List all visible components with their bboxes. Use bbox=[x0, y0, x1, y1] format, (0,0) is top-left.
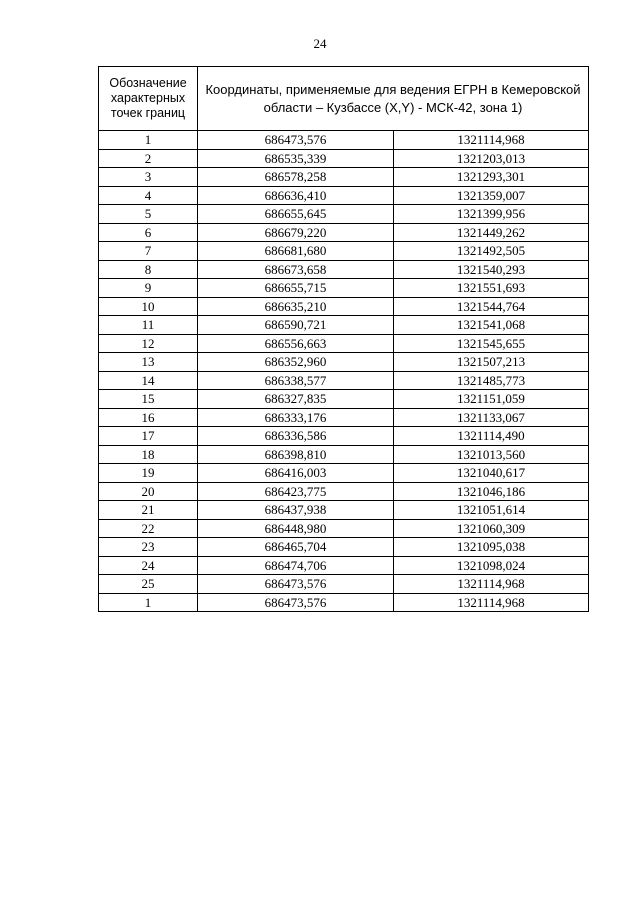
cell-point-number: 16 bbox=[99, 408, 198, 427]
cell-y-coordinate: 1321541,068 bbox=[394, 316, 589, 335]
page-number: 24 bbox=[313, 36, 327, 51]
cell-x-coordinate: 686423,775 bbox=[198, 482, 394, 501]
table-row bbox=[99, 371, 589, 390]
cell-y-coordinate: 1321095,038 bbox=[394, 538, 589, 557]
cell-x-coordinate: 686578,258 bbox=[198, 168, 394, 187]
cell-point-number: 5 bbox=[99, 205, 198, 224]
cell-point-number: 21 bbox=[99, 501, 198, 520]
cell-y-coordinate: 1321359,007 bbox=[394, 186, 589, 205]
table-row bbox=[99, 464, 589, 483]
cell-x-coordinate: 686352,960 bbox=[198, 353, 394, 372]
table-row bbox=[99, 168, 589, 187]
cell-point-number: 2 bbox=[99, 149, 198, 168]
cell-x-coordinate: 686655,715 bbox=[198, 279, 394, 298]
cell-y-coordinate: 1321114,968 bbox=[394, 575, 589, 594]
cell-point-number: 15 bbox=[99, 390, 198, 409]
cell-y-coordinate: 1321151,059 bbox=[394, 390, 589, 409]
cell-point-number: 24 bbox=[99, 556, 198, 575]
cell-point-number: 18 bbox=[99, 445, 198, 464]
cell-point-number: 11 bbox=[99, 316, 198, 335]
cell-x-coordinate: 686465,704 bbox=[198, 538, 394, 557]
cell-x-coordinate: 686474,706 bbox=[198, 556, 394, 575]
cell-x-coordinate: 686681,680 bbox=[198, 242, 394, 261]
table-row bbox=[99, 538, 589, 557]
table-row bbox=[99, 519, 589, 538]
cell-x-coordinate: 686473,576 bbox=[198, 575, 394, 594]
cell-point-number: 25 bbox=[99, 575, 198, 594]
cell-point-number: 10 bbox=[99, 297, 198, 316]
cell-point-number: 6 bbox=[99, 223, 198, 242]
cell-y-coordinate: 1321013,560 bbox=[394, 445, 589, 464]
cell-point-number: 20 bbox=[99, 482, 198, 501]
cell-x-coordinate: 686556,663 bbox=[198, 334, 394, 353]
table-row bbox=[99, 334, 589, 353]
table-row bbox=[99, 593, 589, 612]
table-row bbox=[99, 131, 589, 150]
cell-point-number: 4 bbox=[99, 186, 198, 205]
cell-point-number: 1 bbox=[99, 131, 198, 150]
cell-x-coordinate: 686437,938 bbox=[198, 501, 394, 520]
cell-y-coordinate: 1321114,968 bbox=[394, 593, 589, 612]
cell-y-coordinate: 1321133,067 bbox=[394, 408, 589, 427]
cell-y-coordinate: 1321203,013 bbox=[394, 149, 589, 168]
cell-y-coordinate: 1321485,773 bbox=[394, 371, 589, 390]
table-row bbox=[99, 149, 589, 168]
table-row bbox=[99, 445, 589, 464]
cell-x-coordinate: 686336,586 bbox=[198, 427, 394, 446]
table-row bbox=[99, 260, 589, 279]
table-row bbox=[99, 316, 589, 335]
cell-y-coordinate: 1321540,293 bbox=[394, 260, 589, 279]
cell-y-coordinate: 1321492,505 bbox=[394, 242, 589, 261]
table-row bbox=[99, 205, 589, 224]
cell-point-number: 12 bbox=[99, 334, 198, 353]
cell-y-coordinate: 1321114,490 bbox=[394, 427, 589, 446]
table-row bbox=[99, 353, 589, 372]
table-header bbox=[99, 67, 589, 131]
table-row bbox=[99, 279, 589, 298]
cell-y-coordinate: 1321507,213 bbox=[394, 353, 589, 372]
header-coordinates: Координаты, применяемые для ведения ЕГРН в Кемеровской области – Кузбассе (X,Y) - МСК-42, зона 1) bbox=[198, 67, 589, 131]
header-row bbox=[99, 67, 589, 131]
table-row bbox=[99, 575, 589, 594]
cell-y-coordinate: 1321051,614 bbox=[394, 501, 589, 520]
table-row bbox=[99, 427, 589, 446]
cell-y-coordinate: 1321399,956 bbox=[394, 205, 589, 224]
cell-point-number: 22 bbox=[99, 519, 198, 538]
cell-x-coordinate: 686673,658 bbox=[198, 260, 394, 279]
table-row bbox=[99, 297, 589, 316]
table-row bbox=[99, 186, 589, 205]
table-body bbox=[99, 131, 589, 612]
cell-x-coordinate: 686636,410 bbox=[198, 186, 394, 205]
coordinates-table bbox=[98, 66, 589, 612]
cell-y-coordinate: 1321293,301 bbox=[394, 168, 589, 187]
cell-x-coordinate: 686679,220 bbox=[198, 223, 394, 242]
cell-y-coordinate: 1321046,186 bbox=[394, 482, 589, 501]
cell-point-number: 8 bbox=[99, 260, 198, 279]
cell-x-coordinate: 686655,645 bbox=[198, 205, 394, 224]
cell-point-number: 19 bbox=[99, 464, 198, 483]
cell-x-coordinate: 686416,003 bbox=[198, 464, 394, 483]
cell-point-number: 9 bbox=[99, 279, 198, 298]
table-row bbox=[99, 501, 589, 520]
cell-x-coordinate: 686635,210 bbox=[198, 297, 394, 316]
table-row bbox=[99, 223, 589, 242]
cell-x-coordinate: 686398,810 bbox=[198, 445, 394, 464]
table-row bbox=[99, 390, 589, 409]
cell-point-number: 23 bbox=[99, 538, 198, 557]
header-point-designation: Обозначение характерных точек границ bbox=[99, 67, 198, 131]
table-row bbox=[99, 408, 589, 427]
cell-x-coordinate: 686327,835 bbox=[198, 390, 394, 409]
cell-point-number: 13 bbox=[99, 353, 198, 372]
cell-y-coordinate: 1321545,655 bbox=[394, 334, 589, 353]
cell-point-number: 7 bbox=[99, 242, 198, 261]
cell-y-coordinate: 1321040,617 bbox=[394, 464, 589, 483]
cell-y-coordinate: 1321551,693 bbox=[394, 279, 589, 298]
cell-x-coordinate: 686333,176 bbox=[198, 408, 394, 427]
cell-x-coordinate: 686448,980 bbox=[198, 519, 394, 538]
table-row bbox=[99, 556, 589, 575]
cell-x-coordinate: 686338,577 bbox=[198, 371, 394, 390]
cell-point-number: 3 bbox=[99, 168, 198, 187]
cell-y-coordinate: 1321544,764 bbox=[394, 297, 589, 316]
cell-point-number: 14 bbox=[99, 371, 198, 390]
cell-point-number: 1 bbox=[99, 593, 198, 612]
cell-y-coordinate: 1321098,024 bbox=[394, 556, 589, 575]
cell-point-number: 17 bbox=[99, 427, 198, 446]
cell-x-coordinate: 686590,721 bbox=[198, 316, 394, 335]
cell-x-coordinate: 686473,576 bbox=[198, 131, 394, 150]
cell-y-coordinate: 1321060,309 bbox=[394, 519, 589, 538]
table-row bbox=[99, 482, 589, 501]
cell-y-coordinate: 1321114,968 bbox=[394, 131, 589, 150]
cell-x-coordinate: 686535,339 bbox=[198, 149, 394, 168]
table-row bbox=[99, 242, 589, 261]
cell-x-coordinate: 686473,576 bbox=[198, 593, 394, 612]
cell-y-coordinate: 1321449,262 bbox=[394, 223, 589, 242]
